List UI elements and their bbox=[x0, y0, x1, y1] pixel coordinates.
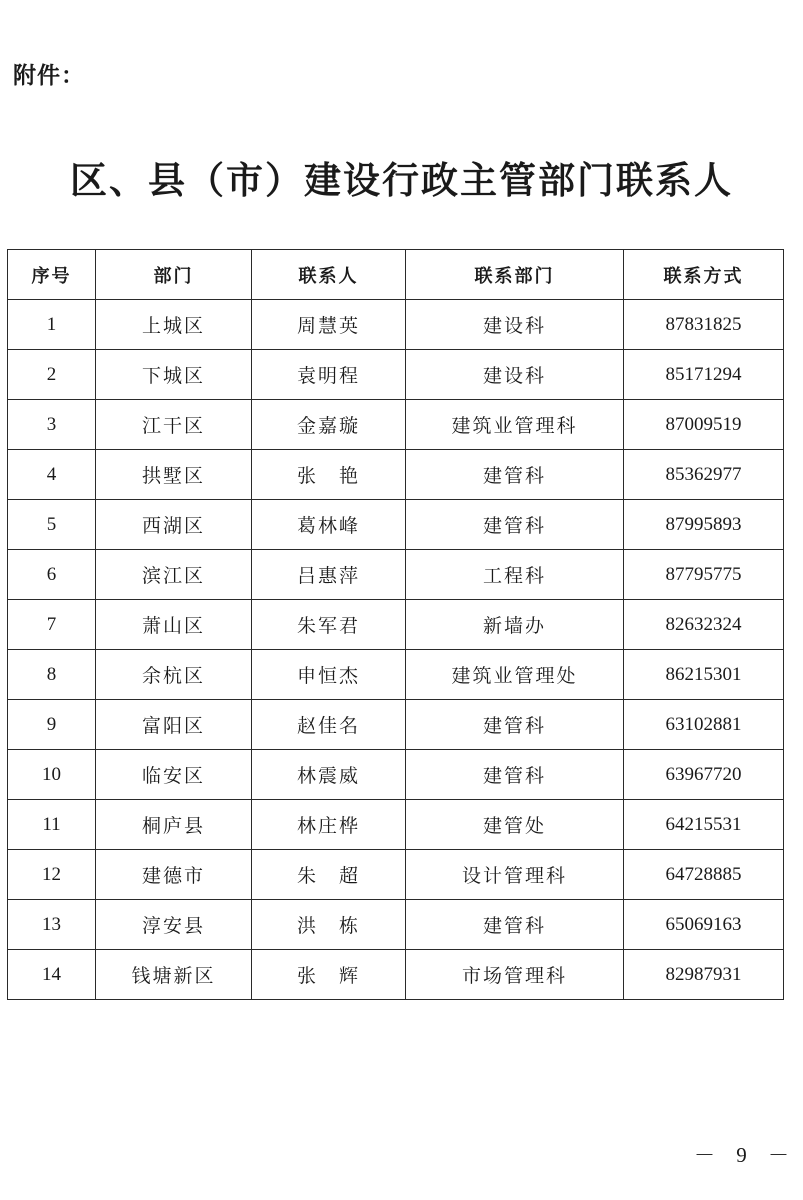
header-department: 部门 bbox=[96, 250, 252, 300]
row-contact-department: 建管科 bbox=[406, 900, 624, 950]
row-department: 临安区 bbox=[96, 750, 252, 800]
row-no: 4 bbox=[8, 450, 96, 500]
row-phone: 63102881 bbox=[624, 700, 784, 750]
header-no: 序号 bbox=[8, 250, 96, 300]
row-phone: 85171294 bbox=[624, 350, 784, 400]
row-contact-department: 建筑业管理处 bbox=[406, 650, 624, 700]
row-contact: 周慧英 bbox=[252, 300, 406, 350]
table-row bbox=[8, 600, 784, 650]
row-department: 拱墅区 bbox=[96, 450, 252, 500]
row-department: 建德市 bbox=[96, 850, 252, 900]
row-contact: 张 辉 bbox=[252, 950, 406, 1000]
table-row bbox=[8, 650, 784, 700]
row-contact: 申恒杰 bbox=[252, 650, 406, 700]
row-phone: 64728885 bbox=[624, 850, 784, 900]
contacts-table bbox=[7, 249, 784, 1000]
table-row bbox=[8, 700, 784, 750]
row-contact: 吕惠萍 bbox=[252, 550, 406, 600]
row-department: 富阳区 bbox=[96, 700, 252, 750]
row-contact: 张 艳 bbox=[252, 450, 406, 500]
row-no: 2 bbox=[8, 350, 96, 400]
row-contact: 葛林峰 bbox=[252, 500, 406, 550]
row-phone: 87009519 bbox=[624, 400, 784, 450]
row-contact-department: 建管科 bbox=[406, 750, 624, 800]
row-department: 余杭区 bbox=[96, 650, 252, 700]
row-contact-department: 建管科 bbox=[406, 700, 624, 750]
row-no: 11 bbox=[8, 800, 96, 850]
row-no: 7 bbox=[8, 600, 96, 650]
row-no: 8 bbox=[8, 650, 96, 700]
header-contact: 联系人 bbox=[252, 250, 406, 300]
row-no: 10 bbox=[8, 750, 96, 800]
row-contact-department: 设计管理科 bbox=[406, 850, 624, 900]
row-no: 5 bbox=[8, 500, 96, 550]
row-no: 9 bbox=[8, 700, 96, 750]
table-row bbox=[8, 300, 784, 350]
row-department: 江干区 bbox=[96, 400, 252, 450]
row-phone: 87831825 bbox=[624, 300, 784, 350]
row-phone: 82987931 bbox=[624, 950, 784, 1000]
row-department: 萧山区 bbox=[96, 600, 252, 650]
row-contact-department: 建设科 bbox=[406, 300, 624, 350]
row-phone: 82632324 bbox=[624, 600, 784, 650]
row-contact: 赵佳名 bbox=[252, 700, 406, 750]
table-row bbox=[8, 850, 784, 900]
row-contact: 朱 超 bbox=[252, 850, 406, 900]
row-department: 上城区 bbox=[96, 300, 252, 350]
row-no: 12 bbox=[8, 850, 96, 900]
row-contact: 金嘉璇 bbox=[252, 400, 406, 450]
row-contact: 洪 栋 bbox=[252, 900, 406, 950]
header-phone: 联系方式 bbox=[624, 250, 784, 300]
table-row bbox=[8, 950, 784, 1000]
row-department: 滨江区 bbox=[96, 550, 252, 600]
row-contact: 林庄桦 bbox=[252, 800, 406, 850]
row-no: 13 bbox=[8, 900, 96, 950]
row-department: 桐庐县 bbox=[96, 800, 252, 850]
table-row bbox=[8, 900, 784, 950]
row-phone: 63967720 bbox=[624, 750, 784, 800]
row-phone: 85362977 bbox=[624, 450, 784, 500]
row-contact-department: 建筑业管理科 bbox=[406, 400, 624, 450]
row-contact-department: 建管科 bbox=[406, 450, 624, 500]
row-no: 3 bbox=[8, 400, 96, 450]
table-row bbox=[8, 750, 784, 800]
table-row bbox=[8, 800, 784, 850]
row-phone: 65069163 bbox=[624, 900, 784, 950]
table-row bbox=[8, 450, 784, 500]
row-contact-department: 建管处 bbox=[406, 800, 624, 850]
row-no: 14 bbox=[8, 950, 96, 1000]
table-header-row bbox=[8, 250, 784, 300]
header-contact-department: 联系部门 bbox=[406, 250, 624, 300]
row-department: 钱塘新区 bbox=[96, 950, 252, 1000]
row-phone: 86215301 bbox=[624, 650, 784, 700]
table-row bbox=[8, 400, 784, 450]
row-department: 西湖区 bbox=[96, 500, 252, 550]
row-contact: 朱军君 bbox=[252, 600, 406, 650]
row-contact-department: 工程科 bbox=[406, 550, 624, 600]
row-contact: 林震威 bbox=[252, 750, 406, 800]
row-department: 下城区 bbox=[96, 350, 252, 400]
row-phone: 87795775 bbox=[624, 550, 784, 600]
row-no: 6 bbox=[8, 550, 96, 600]
attachment-label: 附件： bbox=[13, 63, 85, 89]
row-contact: 袁明程 bbox=[252, 350, 406, 400]
page-number: － 9 － bbox=[694, 1143, 797, 1167]
row-contact-department: 建管科 bbox=[406, 500, 624, 550]
table-row bbox=[8, 550, 784, 600]
row-no: 1 bbox=[8, 300, 96, 350]
row-phone: 64215531 bbox=[624, 800, 784, 850]
row-phone: 87995893 bbox=[624, 500, 784, 550]
row-department: 淳安县 bbox=[96, 900, 252, 950]
row-contact-department: 建设科 bbox=[406, 350, 624, 400]
row-contact-department: 市场管理科 bbox=[406, 950, 624, 1000]
table-row bbox=[8, 500, 784, 550]
page-title: 区、县（市）建设行政主管部门联系人 bbox=[70, 159, 733, 202]
table-row bbox=[8, 350, 784, 400]
row-contact-department: 新墙办 bbox=[406, 600, 624, 650]
